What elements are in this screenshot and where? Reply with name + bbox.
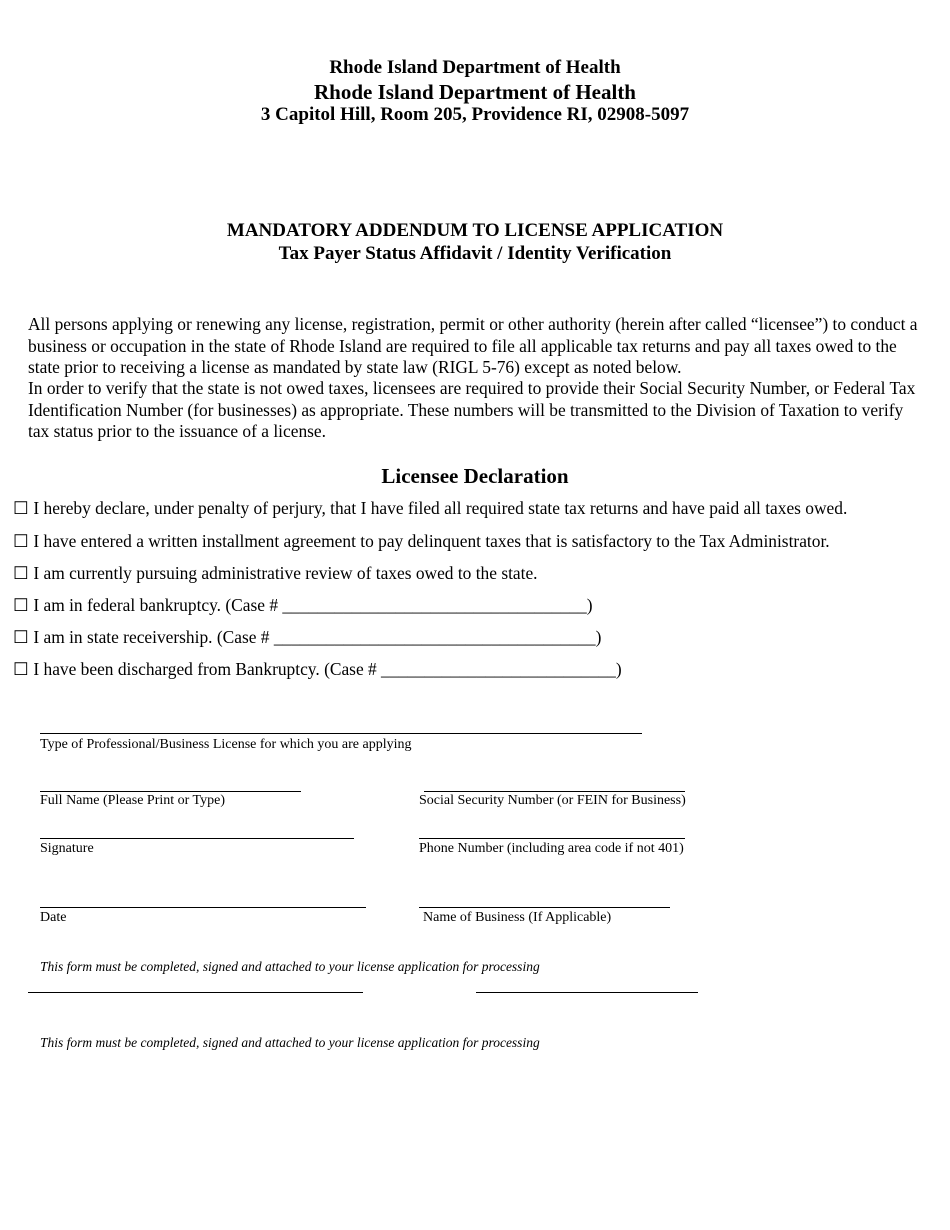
declaration-title: Licensee Declaration [381,464,569,488]
footer-note-repeat: This form must be completed, signed and attached to your license application for processing [40,1035,540,1050]
date-label: Date [40,910,67,925]
declaration-option-label: I have entered a written installment agreement to pay delinquent taxes that is satisfactory to the Tax Administrator. [33,531,830,551]
full-name-field[interactable] [40,791,301,792]
phone-label: Phone Number (including area code if not 401) [419,841,684,856]
declaration-option-label: I am in federal bankruptcy. (Case # ___________________________________) [33,595,593,615]
ssn-label: Social Security Number (or FEIN for Business) [419,793,686,808]
declaration-option[interactable] [13,530,830,552]
agency-name-repeat: Rhode Island Department of Health [313,80,636,104]
signature-field[interactable] [40,838,354,839]
license-type-label: Type of Professional/Business License for which you are applying [40,737,412,752]
checkbox-icon[interactable]: ☐ [13,498,29,518]
date-field[interactable] [40,907,366,908]
phone-field[interactable] [419,838,685,839]
declaration-option[interactable] [13,626,601,648]
full-name-label: Full Name (Please Print or Type) [40,793,226,808]
license-type-field[interactable] [40,733,642,734]
declaration-option[interactable] [13,658,622,680]
declaration-option[interactable] [13,497,847,519]
checkbox-icon[interactable]: ☐ [13,595,29,615]
ssn-field[interactable] [424,791,685,792]
checkbox-icon[interactable]: ☐ [13,627,29,647]
declaration-option[interactable] [13,594,593,616]
business-name-field[interactable] [419,907,670,908]
intro-paragraph-1: All persons applying or renewing any license, registration, permit or other authority (herein after called “licensee”) to conduct a business or occupation in the state of Rhode Island are required to file all applicable tax returns and pay all taxes owed to the state prior to receiving a license as mandated by state law (RIGL 5-76) except as noted below. [28,314,918,378]
form-title: MANDATORY ADDENDUM TO LICENSE APPLICATION [226,220,724,241]
checkbox-icon[interactable]: ☐ [13,563,29,583]
intro-paragraph-2: In order to verify that the state is not owed taxes, licensees are required to provide their Social Security Number, or Federal Tax Identification Number (for businesses) as appropriate. These numbers will be transmitted to the Division of Taxation to verify tax status prior to the issuance of a license. [28,378,916,442]
signature-label: Signature [40,841,94,856]
footer-note: This form must be completed, signed and attached to your license application for processing [40,959,540,974]
footer-line-left [28,992,363,993]
declaration-option-label: I am in state receivership. (Case # _____________________________________) [33,627,602,647]
declaration-option-label: I am currently pursuing administrative review of taxes owed to the state. [33,563,538,583]
agency-name: Rhode Island Department of Health [329,57,621,78]
declaration-option-label: I have been discharged from Bankruptcy. (Case # ___________________________) [33,659,622,679]
business-name-label: Name of Business (If Applicable) [423,910,612,925]
declaration-option-label: I hereby declare, under penalty of perjury, that I have filed all required state tax returns and have paid all taxes owed. [33,498,848,518]
declaration-option[interactable] [13,562,538,584]
checkbox-icon[interactable]: ☐ [13,531,29,551]
form-subtitle: Tax Payer Status Affidavit / Identity Verification [278,243,672,264]
footer-line-right [476,992,698,993]
checkbox-icon[interactable]: ☐ [13,659,29,679]
agency-address: 3 Capitol Hill, Room 205, Providence RI, 02908-5097 [260,104,690,125]
